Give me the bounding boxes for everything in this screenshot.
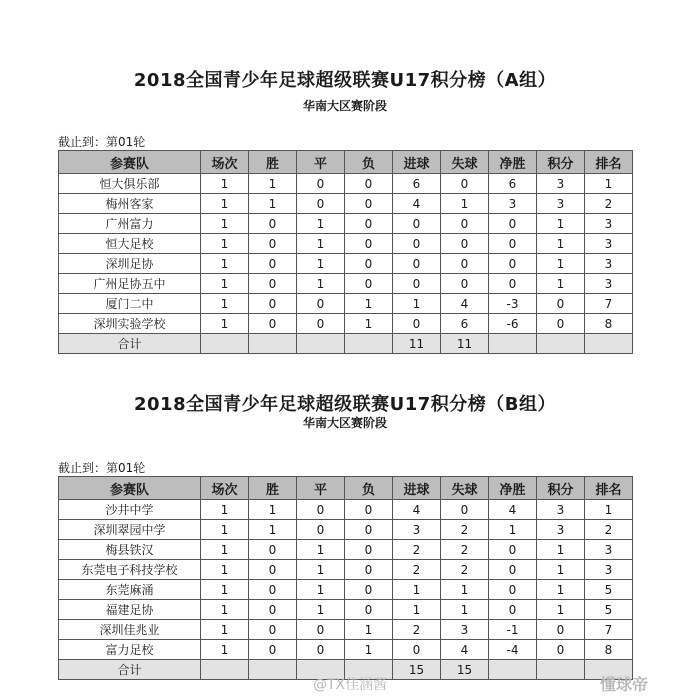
stat-cell: 1: [393, 294, 441, 314]
stat-cell: 0: [537, 294, 585, 314]
stat-cell: 1: [249, 194, 297, 214]
stat-cell: 2: [441, 520, 489, 540]
column-header: 参赛队: [59, 477, 201, 500]
stat-cell: 1: [585, 174, 633, 194]
stat-cell: 1: [537, 560, 585, 580]
stat-cell: -6: [489, 314, 537, 334]
stat-cell: 0: [441, 254, 489, 274]
stat-cell: 5: [585, 600, 633, 620]
stat-cell: 8: [585, 314, 633, 334]
stat-cell: 0: [537, 640, 585, 660]
stat-cell: 1: [441, 600, 489, 620]
stat-cell: 1: [393, 600, 441, 620]
total-cell: [489, 334, 537, 354]
stat-cell: 0: [393, 214, 441, 234]
stat-cell: 1: [201, 600, 249, 620]
team-name: 深圳实验学校: [59, 314, 201, 334]
stat-cell: 1: [201, 500, 249, 520]
total-cell: [249, 334, 297, 354]
stat-cell: 0: [249, 540, 297, 560]
stat-cell: 1: [393, 580, 441, 600]
stat-cell: 1: [201, 174, 249, 194]
stat-cell: 0: [297, 314, 345, 334]
stat-cell: 7: [585, 620, 633, 640]
stat-cell: 1: [249, 520, 297, 540]
total-cell: 11: [393, 334, 441, 354]
stat-cell: 0: [393, 640, 441, 660]
stat-cell: 0: [249, 254, 297, 274]
table-row: [59, 500, 633, 520]
stat-cell: 3: [585, 254, 633, 274]
stat-cell: 1: [201, 274, 249, 294]
total-cell: 15: [393, 660, 441, 680]
header-row: [59, 151, 633, 174]
stat-cell: 3: [537, 174, 585, 194]
stat-cell: 1: [201, 254, 249, 274]
stat-cell: 0: [441, 500, 489, 520]
total-cell: [345, 334, 393, 354]
stat-cell: 1: [297, 274, 345, 294]
stat-cell: 1: [297, 580, 345, 600]
table-row: [59, 560, 633, 580]
stat-cell: 0: [393, 234, 441, 254]
total-cell: 11: [441, 334, 489, 354]
team-name: 深圳翠园中学: [59, 520, 201, 540]
stat-cell: 3: [585, 560, 633, 580]
stat-cell: 1: [345, 294, 393, 314]
stat-cell: 0: [441, 214, 489, 234]
total-label: 合计: [59, 660, 201, 680]
stat-cell: 1: [201, 560, 249, 580]
stat-cell: 0: [249, 294, 297, 314]
table-row: [59, 214, 633, 234]
table-row: [59, 640, 633, 660]
stat-cell: 0: [345, 580, 393, 600]
stat-cell: 1: [201, 234, 249, 254]
team-name: 恒大足校: [59, 234, 201, 254]
team-name: 富力足校: [59, 640, 201, 660]
column-header: 场次: [201, 151, 249, 174]
stat-cell: 3: [393, 520, 441, 540]
total-cell: [585, 334, 633, 354]
stat-cell: 0: [441, 234, 489, 254]
stat-cell: 0: [297, 294, 345, 314]
stat-cell: 1: [201, 194, 249, 214]
group-a-subtitle: 华南大区赛阶段: [302, 99, 387, 113]
team-name: 广州富力: [59, 214, 201, 234]
stat-cell: 0: [345, 214, 393, 234]
stat-cell: 0: [393, 314, 441, 334]
column-header: 负: [345, 477, 393, 500]
stat-cell: 1: [441, 194, 489, 214]
stat-cell: 1: [249, 500, 297, 520]
stat-cell: 0: [489, 600, 537, 620]
group-a-cutoff: 截止到：第01轮: [58, 135, 146, 149]
brand-watermark: 懂球帝: [600, 675, 649, 694]
stat-cell: 1: [201, 540, 249, 560]
column-header: 净胜: [489, 477, 537, 500]
stat-cell: 1: [201, 294, 249, 314]
stat-cell: 2: [441, 560, 489, 580]
stat-cell: 0: [249, 274, 297, 294]
stat-cell: 1: [345, 314, 393, 334]
stat-cell: 0: [345, 274, 393, 294]
stat-cell: 3: [585, 274, 633, 294]
stat-cell: 3: [585, 540, 633, 560]
stat-cell: 3: [537, 194, 585, 214]
stat-cell: 0: [345, 600, 393, 620]
stat-cell: 1: [345, 640, 393, 660]
table-row: [59, 194, 633, 214]
team-name: 东莞电子科技学校: [59, 560, 201, 580]
column-header: 平: [297, 151, 345, 174]
group-a-table: [58, 150, 633, 354]
stat-cell: 1: [201, 640, 249, 660]
stat-cell: 1: [201, 520, 249, 540]
stat-cell: 4: [393, 194, 441, 214]
stat-cell: 1: [297, 560, 345, 580]
stat-cell: 0: [345, 520, 393, 540]
column-header: 排名: [585, 151, 633, 174]
column-header: 积分: [537, 477, 585, 500]
stat-cell: 0: [345, 500, 393, 520]
group-b-cutoff: 截止到：第01轮: [58, 461, 146, 475]
stat-cell: 1: [537, 580, 585, 600]
stat-cell: 0: [345, 560, 393, 580]
column-header: 胜: [249, 151, 297, 174]
stat-cell: 1: [297, 234, 345, 254]
team-name: 深圳足协: [59, 254, 201, 274]
table-row: [59, 274, 633, 294]
stat-cell: 0: [489, 254, 537, 274]
stat-cell: 3: [489, 194, 537, 214]
stat-cell: 0: [297, 620, 345, 640]
team-name: 深圳佳兆业: [59, 620, 201, 640]
team-name: 恒大俱乐部: [59, 174, 201, 194]
column-header: 失球: [441, 151, 489, 174]
stat-cell: 3: [441, 620, 489, 640]
stat-cell: 1: [537, 234, 585, 254]
stat-cell: 1: [297, 540, 345, 560]
column-header: 负: [345, 151, 393, 174]
total-cell: [249, 660, 297, 680]
stat-cell: 2: [585, 520, 633, 540]
header-row: [59, 477, 633, 500]
stat-cell: 1: [297, 214, 345, 234]
team-name: 福建足协: [59, 600, 201, 620]
stat-cell: 0: [537, 314, 585, 334]
total-cell: 15: [441, 660, 489, 680]
stat-cell: 1: [537, 214, 585, 234]
table-row: [59, 600, 633, 620]
column-header: 胜: [249, 477, 297, 500]
stat-cell: 1: [537, 254, 585, 274]
group-b-table: [58, 476, 633, 680]
stat-cell: 1: [489, 520, 537, 540]
stat-cell: 7: [585, 294, 633, 314]
stat-cell: 0: [345, 540, 393, 560]
stat-cell: 0: [297, 500, 345, 520]
stat-cell: 1: [297, 254, 345, 274]
column-header: 排名: [585, 477, 633, 500]
stat-cell: 1: [537, 540, 585, 560]
stat-cell: 0: [537, 620, 585, 640]
stat-cell: 1: [585, 500, 633, 520]
total-cell: [537, 334, 585, 354]
stat-cell: 0: [249, 620, 297, 640]
team-name: 厦门二中: [59, 294, 201, 314]
stat-cell: 1: [297, 600, 345, 620]
column-header: 积分: [537, 151, 585, 174]
stat-cell: 0: [489, 274, 537, 294]
stat-cell: 0: [297, 174, 345, 194]
stat-cell: 0: [249, 214, 297, 234]
stat-cell: 3: [585, 214, 633, 234]
weibo-watermark: @TX佳涵酱: [313, 677, 388, 693]
group-a-title: 2018全国青少年足球超级联赛U17积分榜（A组）: [133, 70, 557, 91]
stat-cell: 4: [393, 500, 441, 520]
column-header: 平: [297, 477, 345, 500]
stat-cell: 1: [249, 174, 297, 194]
stat-cell: 1: [537, 274, 585, 294]
total-cell: [297, 334, 345, 354]
team-name: 沙井中学: [59, 500, 201, 520]
team-name: 梅州客家: [59, 194, 201, 214]
column-header: 进球: [393, 477, 441, 500]
stat-cell: 0: [249, 640, 297, 660]
stat-cell: 1: [441, 580, 489, 600]
group-b-title: 2018全国青少年足球超级联赛U17积分榜（B组）: [134, 394, 556, 415]
stat-cell: 0: [345, 234, 393, 254]
stat-cell: 0: [393, 254, 441, 274]
team-name: 梅县铁汉: [59, 540, 201, 560]
table-row: [59, 314, 633, 334]
total-cell: [201, 334, 249, 354]
stat-cell: -1: [489, 620, 537, 640]
stat-cell: 2: [441, 540, 489, 560]
column-header: 失球: [441, 477, 489, 500]
stat-cell: 0: [249, 314, 297, 334]
stat-cell: 0: [489, 540, 537, 560]
stat-cell: 2: [393, 560, 441, 580]
total-cell: [537, 660, 585, 680]
stat-cell: 2: [393, 540, 441, 560]
total-row: [59, 334, 633, 354]
stat-cell: 0: [345, 254, 393, 274]
stat-cell: -4: [489, 640, 537, 660]
stat-cell: 0: [441, 274, 489, 294]
stat-cell: -3: [489, 294, 537, 314]
stat-cell: 1: [537, 600, 585, 620]
table-row: [59, 174, 633, 194]
stat-cell: 0: [249, 560, 297, 580]
column-header: 进球: [393, 151, 441, 174]
table-row: [59, 234, 633, 254]
stat-cell: 2: [393, 620, 441, 640]
stat-cell: 0: [249, 234, 297, 254]
column-header: 参赛队: [59, 151, 201, 174]
stat-cell: 6: [393, 174, 441, 194]
stat-cell: 3: [537, 500, 585, 520]
stat-cell: 0: [489, 234, 537, 254]
team-name: 广州足协五中: [59, 274, 201, 294]
stat-cell: 0: [297, 194, 345, 214]
total-cell: [489, 660, 537, 680]
stat-cell: 1: [201, 620, 249, 640]
stat-cell: 0: [249, 580, 297, 600]
table-row: [59, 540, 633, 560]
stat-cell: 0: [297, 640, 345, 660]
stat-cell: 0: [393, 274, 441, 294]
table-row: [59, 254, 633, 274]
stat-cell: 0: [489, 580, 537, 600]
stat-cell: 2: [585, 194, 633, 214]
total-label: 合计: [59, 334, 201, 354]
stat-cell: 4: [441, 294, 489, 314]
stat-cell: 4: [441, 640, 489, 660]
stat-cell: 1: [201, 314, 249, 334]
stat-cell: 0: [441, 174, 489, 194]
table-row: [59, 294, 633, 314]
stat-cell: 3: [585, 234, 633, 254]
column-header: 净胜: [489, 151, 537, 174]
stat-cell: 1: [201, 214, 249, 234]
stat-cell: 4: [489, 500, 537, 520]
stat-cell: 0: [345, 194, 393, 214]
table-row: [59, 580, 633, 600]
stat-cell: 0: [249, 600, 297, 620]
stat-cell: 6: [441, 314, 489, 334]
group-b-subtitle: 华南大区赛阶段: [302, 416, 387, 430]
stat-cell: 1: [201, 580, 249, 600]
team-name: 东莞麻涌: [59, 580, 201, 600]
total-cell: [201, 660, 249, 680]
stat-cell: 8: [585, 640, 633, 660]
stat-cell: 1: [345, 620, 393, 640]
stat-cell: 3: [537, 520, 585, 540]
table-row: [59, 520, 633, 540]
stat-cell: 0: [489, 214, 537, 234]
stat-cell: 6: [489, 174, 537, 194]
stat-cell: 0: [297, 520, 345, 540]
stat-cell: 0: [345, 174, 393, 194]
stat-cell: 0: [489, 560, 537, 580]
column-header: 场次: [201, 477, 249, 500]
table-row: [59, 620, 633, 640]
stat-cell: 5: [585, 580, 633, 600]
